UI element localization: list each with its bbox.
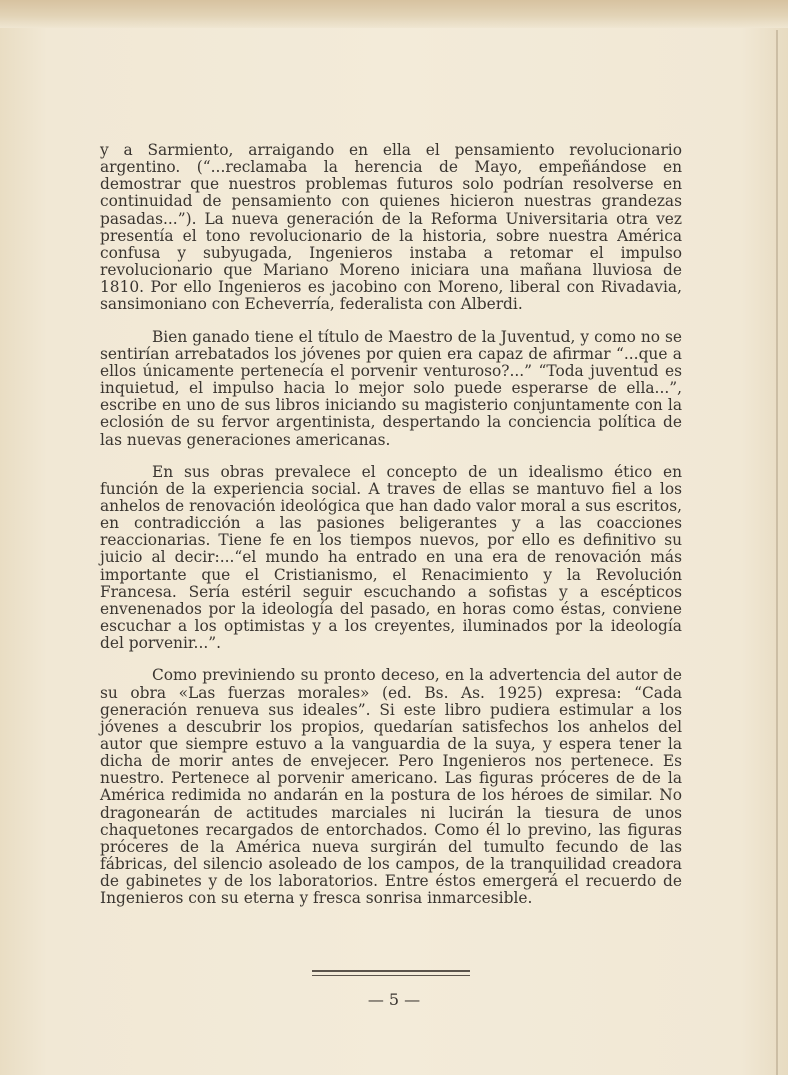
- paragraph-3: En sus obras prevalece el concepto de un idealismo ético en función de la experiencia social. A traves de ellas se mantuvo fiel a los anhelos de renovación ideológica que han dado valor moral a sus escritos, en contradicción a las pasiones beligerantes y a las coacciones reaccionarias. Tiene fe en los tiempos nuevos, por ello es definitivo su juicio al decir:...“el mundo ha entrado en una era de renovación más importante que el Cristianismo, el Renacimiento y la Revolución Francesa. Sería estéril seguir escuchando a sofistas y a escépticos envenenados por la ideología del pasado, en horas como éstas, conviene escuchar a los optimistas y a los creyentes, iluminados por la ideología del porvenir...”.: [100, 462, 682, 653]
- page-number: — 5 —: [367, 990, 421, 1009]
- paragraph-4: Como previniendo su pronto deceso, en la advertencia del autor de su obra «Las fuerzas morales» (ed. Bs. As. 1925) expresa: “Cada generación renueva sus ideales”. Si este libro pudiera estimular a los jóvenes a descubrir los propios, quedarían satisfechos los anhelos del autor que siempre estuvo a la vanguardia de la suya, y espera tener la dicha de morir antes de envejecer. Pero Ingenieros nos pertenece. Es nuestro. Pertenece al porvenir americano. Las figuras próceres de de la América redimida no andarán en la postura de los héroes de similar. No dragonearán de actitudes marciales ni lucirán la tiesura de unos chaquetones recargados de entorchados. Como él lo previno, las figuras próceres de la América nueva surgirán del tumulto fecundo de las fábricas, del silencio asoleado de los campos, de la tranquilidad creadora de gabinetes y de los laboratorios. Entre éstos emergerá el recuerdo de Ingenieros con su eterna y fresca sonrisa inmarcesible.: [100, 666, 682, 908]
- page-fold-line: [776, 30, 778, 1075]
- body-text: [100, 142, 682, 908]
- page-top-edge: [0, 0, 788, 28]
- paragraph-2: Bien ganado tiene el título de Maestro de la Juventud, y como no se sentirían arrebatados los jóvenes por quien era capaz de afirmar “...que a ellos únicamente pertenecía el porvenir venturoso?...” “Toda juventud es inquietud, el impulso hacia lo mejor solo puede esperarse de ella...”, escribe en uno de sus libros iniciando su magisterio conjuntamente con la eclosión de su fervor argentinista, despertando la conciencia política de las nuevas generaciones americanas.: [100, 327, 682, 449]
- divider-rule-top: [312, 970, 470, 972]
- paragraph-1: y a Sarmiento, arraigando en ella el pensamiento revolucionario argentino. (“...reclamaba la herencia de Mayo, empeñándose en demostrar que nuestros problemas futuros solo podrían resolverse en continuidad de pensamiento con quienes hicieron nuestras grandezas pasadas...”). La nueva generación de la Reforma Universitaria otra vez presentía el tono revolucionario de la historia, sobre nuestra América confusa y subyugada, Ingenieros instaba a retomar el impulso revolucionario que Mariano Moreno iniciara una mañana lluviosa de 1810. Por ello Ingenieros es jacobino con Moreno, liberal con Rivadavia, sansimoniano con Echeverría, federalista con Alberdi.: [100, 141, 682, 314]
- divider-rule-bottom: [312, 975, 470, 976]
